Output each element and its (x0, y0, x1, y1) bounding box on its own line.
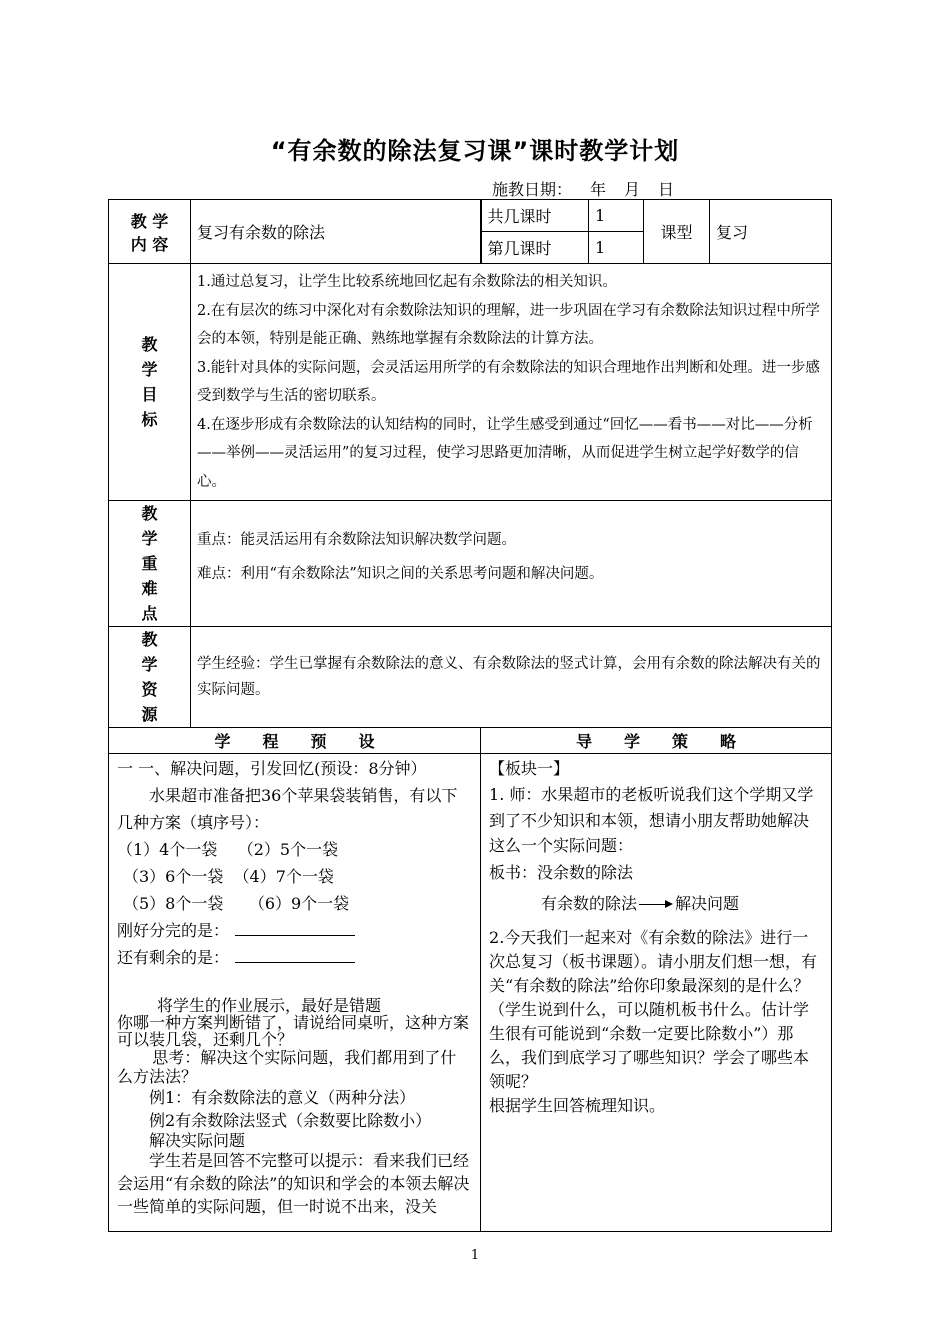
lesson-type-value: 复习 (710, 200, 832, 264)
section-heading: 一 一、解决问题，引发回忆(预设：8分钟） (117, 759, 427, 778)
block-heading: 【板块一】 (489, 759, 570, 778)
learning-process-content: 一 一、解决问题，引发回忆(预设：8分钟） 水果超市准备把36个苹果袋装销售，有以下几种方案（填序号）： （1）4个一袋 （2）5个一袋 （3）6个一袋 （4）7个一袋 （5）8个一袋 （6）9个一袋 刚好分完的是： 还有剩余的是： 将学生的作业展示，最好是错题 你哪一种方案判断错了，请说给同桌听，这种方案可以装几袋，还剩几个？ 思考：解决这个实际问题，我们都用到了什么方法法？ 例1：有余数除法的意义（两种分法） 例2有余数除法竖式（余数要比除数小） 解决实际问题 学生若是回答不完整可以提示：看来我们已经会运用“有余数的除法”的知识和学会的本领去解决一些简单的实际问题，但一时说不出来，没关 (109, 754, 481, 1232)
key-point: 重点：能灵活运用有余数除法知识解决数学问题。 (197, 531, 516, 548)
goal-item: 1.通过总复习，让学生比较系统地回忆起有余数除法的相关知识。 (197, 274, 617, 290)
total-periods-value: 1 (589, 200, 644, 232)
options-row: （1）4个一袋 （2）5个一袋 (117, 840, 339, 859)
lesson-plan-table (108, 199, 832, 1232)
left-column-header: 学 程 预 设 (109, 728, 481, 754)
options-row: （5）8个一袋 （6）9个一袋 (123, 894, 350, 913)
goal-item: 4.在逐步形成有余数除法的认知结构的同时，让学生感受到通过“回忆——看书——对比——分析——举例——灵活运用”的复习过程，使学习思路更加清晰，从而促进学生树立起学好数学的信心。 (197, 416, 813, 490)
content-label: 教 学 内 容 (109, 200, 191, 264)
date-line (492, 177, 692, 200)
board-diagram: 有余数的除法 解决问题 (541, 893, 740, 913)
date-month: 月 (624, 180, 641, 199)
fill-blank-remainder: 还有剩余的是： (117, 944, 472, 971)
goals-label: 教 学 目 标 (109, 264, 191, 501)
goal-item: 2.在有层次的练习中深化对有余数除法知识的理解，进一步巩固在学习有余数除法知识过程中所学会的本领，特别是能正确、熟练地掌握有余数除法的计算方法。 (197, 302, 820, 347)
nth-period-label: 第几课时 (481, 232, 589, 264)
answer-blank[interactable] (235, 923, 355, 936)
date-label: 施教日期： (492, 180, 573, 199)
keypoints-content (191, 501, 832, 627)
arrow-right-icon (639, 899, 673, 909)
difficult-point: 难点：利用“有余数除法”知识之间的关系思考问题和解决问题。 (197, 565, 604, 582)
resources-content: 学生经验：学生已掌握有余数除法的意义、有余数除法的竖式计算，会用有余数的除法解决有关的实际问题。 (191, 627, 832, 728)
document-title: “有余数的除法复习课”课时教学计划 (270, 137, 680, 165)
goal-item: 3.能针对具体的实际问题，会灵活运用所学的有余数除法的知识合理地作出判断和处理。进一步感受到数学与生活的密切联系。 (197, 359, 820, 404)
nth-period-value: 1 (589, 232, 644, 264)
resources-label: 教 学 资 源 (109, 627, 191, 728)
date-day: 日 (658, 180, 675, 199)
right-column-header: 导 学 策 略 (481, 728, 832, 754)
total-periods-label: 共几课时 (481, 200, 589, 232)
answer-blank[interactable] (235, 950, 355, 963)
fill-blank-exact: 刚好分完的是： (117, 917, 472, 944)
options-row: （3）6个一袋 （4）7个一袋 (123, 867, 334, 886)
problem-text: 水果超市准备把36个苹果袋装销售，有以下几种方案（填序号）： (117, 786, 458, 832)
lesson-type-label: 课型 (644, 200, 710, 264)
goals-content (191, 264, 832, 501)
guidance-strategy-content: 【板块一】 1. 师：水果超市的老板听说我们这个学期又学到了不少知识和本领，想请小朋友帮助她解决这么一个实际问题： 板书：没余数的除法 有余数的除法 解决问题 2.今天我们一起来对《有余数的除法》进行一次总复习（板书课题）。请小朋友们想一想，有关“有余数的除法”给你印象最深刻的是什么？（学生说到什么，可以随机板书什么。估计学生很有可能说到“余数一定要比除数小”）那么，我们到底学习了哪些知识？学会了哪些本领呢？ 根据学生回答梳理知识。 (481, 754, 832, 1232)
keypoints-label: 教 学 重 难 点 (109, 501, 191, 627)
date-year: 年 (590, 180, 607, 199)
content-value: 复习有余数的除法 (191, 200, 481, 264)
page-number: 1 (470, 1248, 480, 1263)
